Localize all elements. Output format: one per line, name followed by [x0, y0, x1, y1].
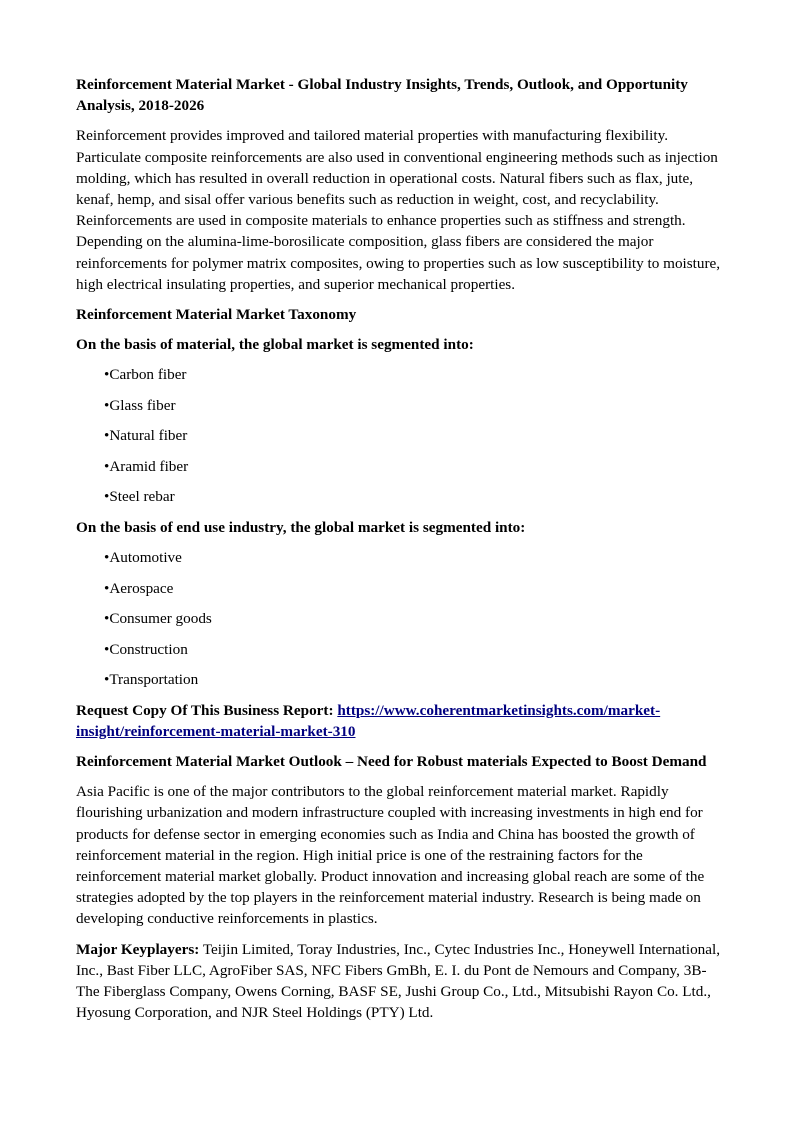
list-item-steel-rebar: •Steel rebar	[104, 488, 175, 506]
list-item-automotive: •Automotive	[104, 549, 182, 567]
end-use-segment-heading: On the basis of end use industry, the global market is segmented into:	[76, 518, 526, 536]
list-item-natural-fiber: •Natural fiber	[104, 427, 188, 445]
list-item-aerospace: •Aerospace	[104, 579, 174, 597]
material-list	[76, 364, 722, 507]
end-use-list	[76, 547, 722, 690]
material-segment-heading: On the basis of material, the global market is segmented into:	[76, 336, 474, 354]
keyplayers-label: Major Keyplayers:	[76, 940, 200, 958]
list-item-glass-fiber: •Glass fiber	[104, 396, 176, 414]
list-item-aramid-fiber: •Aramid fiber	[104, 457, 189, 475]
outlook-heading: Reinforcement Material Market Outlook – Need for Robust materials Expected to Boost Demand	[76, 753, 707, 771]
document-title: Reinforcement Material Market - Global Industry Insights, Trends, Outlook, and Opportunity Analysis, 2018-2026	[76, 76, 688, 115]
taxonomy-heading: Reinforcement Material Market Taxonomy	[76, 306, 357, 324]
request-copy-line	[76, 700, 722, 742]
document-page	[76, 74, 722, 1032]
keyplayers-text: Teijin Limited, Toray Industries, Inc., Cytec Industries Inc., Honeywell International, Inc., Bast Fiber LLC, AgroFiber SAS, NFC Fibers GmBh, E. I. du Pont de Nemours and Company, 3B-The Fiberglass Company, Owens Corning, BASF SE, Jushi Group Co., Ltd., Mitsubishi Rayon Co. Ltd., Hyosung Corporation, and NJR Steel Holdings (PTY) Ltd.	[76, 940, 721, 1022]
list-item-transportation: •Transportation	[104, 671, 199, 689]
list-item-consumer-goods: •Consumer goods	[104, 610, 212, 628]
request-copy-label: Request Copy Of This Business Report:	[76, 701, 334, 719]
report-link[interactable]: https://www.coherentmarketinsights.com/market-insight/reinforcement-material-market-310	[76, 701, 661, 740]
keyplayers-paragraph	[76, 939, 722, 1024]
outlook-paragraph: Asia Pacific is one of the major contributors to the global reinforcement material market. Rapidly flourishing urbanization and modern infrastructure coupled with increasing investments in high end for products for defense sector in emerging economies such as India and China has boosted the growth of reinforcement material in the region. High initial price is one of the restraining factors for the reinforcement material market globally. Product innovation and increasing global reach are some of the strategies adopted by the top players in the reinforcement material industry. Research is being made on developing conductive reinforcements in plastics.	[76, 783, 705, 928]
list-item-carbon-fiber: •Carbon fiber	[104, 366, 187, 384]
intro-paragraph: Reinforcement provides improved and tailored material properties with manufacturing flexibility. Particulate composite reinforcements are also used in conventional engineering methods such as injection molding, which has resulted in overall reduction in operational costs. Natural fibers such as flax, jute, kenaf, hemp, and sisal offer various benefits such as reduction in weight, cost, and recyclability. Reinforcements are used in composite materials to enhance properties such as stiffness and strength. Depending on the alumina-lime-borosilicate composition, glass fibers are considered the major reinforcements for polymer matrix composites, owing to properties such as low susceptibility to moisture, high electrical insulating properties, and superior mechanical properties.	[76, 127, 721, 293]
list-item-construction: •Construction	[104, 640, 188, 658]
